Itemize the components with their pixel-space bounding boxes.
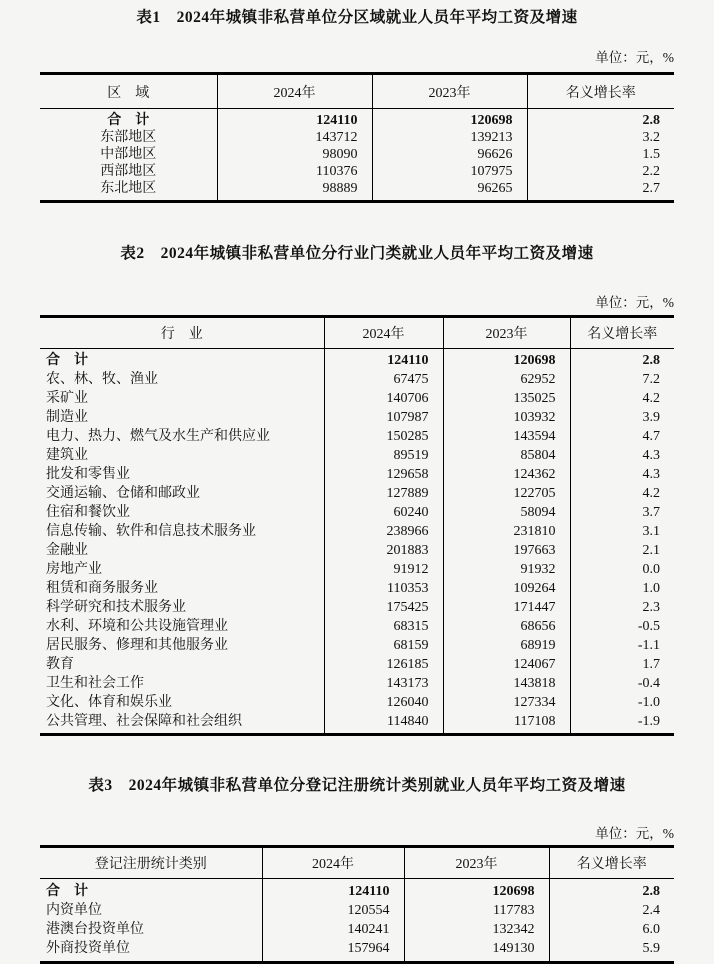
growth-rate-cell: 5.9 xyxy=(549,939,674,963)
row-label-cell: 港澳台投资单位 xyxy=(46,922,144,938)
growth-rate-cell: 4.7 xyxy=(570,427,674,446)
table-row xyxy=(40,901,674,920)
row-label-cell: 合 计 xyxy=(46,353,88,369)
growth-rate-cell: 2.4 xyxy=(549,901,674,920)
growth-rate-cell: 2.8 xyxy=(549,879,674,902)
value-2024-cell: 107987 xyxy=(324,408,443,427)
value-2023-cell: 117108 xyxy=(443,712,570,735)
table-row xyxy=(40,427,674,446)
table3-registration-wages xyxy=(40,845,674,964)
value-2024-cell: 150285 xyxy=(324,427,443,446)
table-row xyxy=(40,636,674,655)
growth-rate-cell: 2.2 xyxy=(527,163,674,180)
table-row xyxy=(40,109,674,130)
value-2024-cell: 68315 xyxy=(324,617,443,636)
growth-rate-cell: -1.0 xyxy=(570,693,674,712)
value-2024-cell: 175425 xyxy=(324,598,443,617)
value-2024-cell: 126185 xyxy=(324,655,443,674)
table-row xyxy=(40,712,674,735)
table-row xyxy=(40,879,674,902)
column-header: 登记注册统计类别 xyxy=(40,847,262,879)
value-2024-cell: 126040 xyxy=(324,693,443,712)
value-2024-cell: 89519 xyxy=(324,446,443,465)
value-2024-cell: 129658 xyxy=(324,465,443,484)
value-2023-cell: 135025 xyxy=(443,389,570,408)
value-2023-cell: 109264 xyxy=(443,579,570,598)
document-page xyxy=(40,0,674,964)
value-2023-cell: 62952 xyxy=(443,370,570,389)
column-header: 2024年 xyxy=(324,317,443,349)
table-row xyxy=(40,484,674,503)
table-row xyxy=(40,129,674,146)
growth-rate-cell: 1.7 xyxy=(570,655,674,674)
table1-title: 表1 2024年城镇非私营单位分区域就业人员年平均工资及增速 xyxy=(136,9,578,26)
table-row xyxy=(40,503,674,522)
value-2024-cell: 140706 xyxy=(324,389,443,408)
table2-title: 表2 2024年城镇非私营单位分行业门类就业人员年平均工资及增速 xyxy=(120,245,594,263)
value-2024-cell: 110353 xyxy=(324,579,443,598)
value-2023-cell: 197663 xyxy=(443,541,570,560)
row-label-cell: 金融业 xyxy=(46,543,88,559)
column-header: 行 业 xyxy=(40,317,324,349)
growth-rate-cell: 1.0 xyxy=(570,579,674,598)
row-label-cell: 信息传输、软件和信息技术服务业 xyxy=(46,524,256,540)
value-2024-cell: 143173 xyxy=(324,674,443,693)
value-2024-cell: 124110 xyxy=(324,349,443,371)
table-row xyxy=(40,370,674,389)
value-2023-cell: 96626 xyxy=(372,146,527,163)
table-row xyxy=(40,579,674,598)
table3-unit-label: 单位：元，% xyxy=(595,826,674,842)
growth-rate-cell: 7.2 xyxy=(570,370,674,389)
value-2023-cell: 124067 xyxy=(443,655,570,674)
table-row xyxy=(40,674,674,693)
table-row xyxy=(40,349,674,371)
growth-rate-cell: 4.2 xyxy=(570,389,674,408)
column-header: 区 域 xyxy=(40,74,217,109)
value-2023-cell: 132342 xyxy=(404,920,549,939)
value-2024-cell: 127889 xyxy=(324,484,443,503)
value-2023-cell: 117783 xyxy=(404,901,549,920)
row-label-cell: 合 计 xyxy=(46,884,88,900)
row-label-cell: 中部地区 xyxy=(100,147,157,163)
row-label-cell: 公共管理、社会保障和社会组织 xyxy=(46,714,242,730)
value-2023-cell: 68919 xyxy=(443,636,570,655)
row-label-cell: 建筑业 xyxy=(46,448,88,464)
column-header: 2024年 xyxy=(262,847,404,879)
value-2023-cell: 58094 xyxy=(443,503,570,522)
table-row xyxy=(40,408,674,427)
value-2024-cell: 91912 xyxy=(324,560,443,579)
table-row xyxy=(40,465,674,484)
value-2024-cell: 201883 xyxy=(324,541,443,560)
value-2023-cell: 143594 xyxy=(443,427,570,446)
header-row xyxy=(40,317,674,349)
value-2023-cell: 122705 xyxy=(443,484,570,503)
row-label-cell: 制造业 xyxy=(46,410,88,426)
value-2024-cell: 114840 xyxy=(324,712,443,735)
table-row xyxy=(40,598,674,617)
growth-rate-cell: 3.9 xyxy=(570,408,674,427)
column-header: 2024年 xyxy=(217,74,372,109)
header-row xyxy=(40,74,674,109)
value-2023-cell: 68656 xyxy=(443,617,570,636)
value-2024-cell: 67475 xyxy=(324,370,443,389)
value-2023-cell: 143818 xyxy=(443,674,570,693)
growth-rate-cell: 2.1 xyxy=(570,541,674,560)
growth-rate-cell: 6.0 xyxy=(549,920,674,939)
growth-rate-cell: 2.8 xyxy=(527,109,674,130)
table1-unit-label: 单位：元，% xyxy=(595,50,674,65)
growth-rate-cell: 1.5 xyxy=(527,146,674,163)
row-label-cell: 水利、环境和公共设施管理业 xyxy=(46,619,228,635)
value-2023-cell: 124362 xyxy=(443,465,570,484)
value-2024-cell: 60240 xyxy=(324,503,443,522)
table1-region-wages xyxy=(40,72,674,203)
growth-rate-cell: 4.3 xyxy=(570,446,674,465)
table-row xyxy=(40,541,674,560)
value-2024-cell: 157964 xyxy=(262,939,404,963)
row-label-cell: 电力、热力、燃气及水生产和供应业 xyxy=(46,429,270,445)
growth-rate-cell: -0.5 xyxy=(570,617,674,636)
table-row xyxy=(40,655,674,674)
value-2024-cell: 124110 xyxy=(262,879,404,902)
table-row xyxy=(40,446,674,465)
row-label-cell: 科学研究和技术服务业 xyxy=(46,600,186,616)
table-row xyxy=(40,146,674,163)
value-2024-cell: 140241 xyxy=(262,920,404,939)
value-2023-cell: 120698 xyxy=(443,349,570,371)
row-label-cell: 内资单位 xyxy=(46,903,102,919)
row-label-cell: 东北地区 xyxy=(100,181,157,197)
row-label-cell: 西部地区 xyxy=(100,164,157,180)
table-row xyxy=(40,617,674,636)
value-2023-cell: 91932 xyxy=(443,560,570,579)
value-2024-cell: 143712 xyxy=(217,129,372,146)
growth-rate-cell: -1.9 xyxy=(570,712,674,735)
growth-rate-cell: 3.1 xyxy=(570,522,674,541)
row-label-cell: 东部地区 xyxy=(100,130,157,146)
value-2023-cell: 96265 xyxy=(372,180,527,202)
table2-unit-label: 单位：元，% xyxy=(595,295,674,311)
value-2023-cell: 107975 xyxy=(372,163,527,180)
row-label-cell: 批发和零售业 xyxy=(46,467,130,483)
value-2024-cell: 238966 xyxy=(324,522,443,541)
value-2024-cell: 124110 xyxy=(217,109,372,130)
row-label-cell: 农、林、牧、渔业 xyxy=(46,372,158,388)
header-row xyxy=(40,847,674,879)
value-2024-cell: 98889 xyxy=(217,180,372,202)
growth-rate-cell: 3.7 xyxy=(570,503,674,522)
row-label-cell: 外商投资单位 xyxy=(46,941,130,957)
growth-rate-cell: 2.8 xyxy=(570,349,674,371)
value-2023-cell: 149130 xyxy=(404,939,549,963)
row-label-cell: 合 计 xyxy=(107,113,150,128)
growth-rate-cell: 2.7 xyxy=(527,180,674,202)
row-label-cell: 房地产业 xyxy=(46,562,102,578)
growth-rate-cell: -1.1 xyxy=(570,636,674,655)
value-2023-cell: 139213 xyxy=(372,129,527,146)
value-2023-cell: 85804 xyxy=(443,446,570,465)
table-row xyxy=(40,693,674,712)
table-row xyxy=(40,920,674,939)
growth-rate-cell: 4.2 xyxy=(570,484,674,503)
growth-rate-cell: 4.3 xyxy=(570,465,674,484)
table-row xyxy=(40,522,674,541)
value-2024-cell: 98090 xyxy=(217,146,372,163)
value-2024-cell: 110376 xyxy=(217,163,372,180)
value-2023-cell: 120698 xyxy=(372,109,527,130)
value-2024-cell: 68159 xyxy=(324,636,443,655)
value-2023-cell: 120698 xyxy=(404,879,549,902)
row-label-cell: 租赁和商务服务业 xyxy=(46,581,158,597)
row-label-cell: 交通运输、仓储和邮政业 xyxy=(46,486,200,502)
table3-title: 表3 2024年城镇非私营单位分登记注册统计类别就业人员年平均工资及增速 xyxy=(88,777,626,795)
table-row xyxy=(40,180,674,202)
column-header: 2023年 xyxy=(372,74,527,109)
table-row xyxy=(40,560,674,579)
row-label-cell: 居民服务、修理和其他服务业 xyxy=(46,638,228,654)
row-label-cell: 文化、体育和娱乐业 xyxy=(46,695,172,711)
growth-rate-cell: -0.4 xyxy=(570,674,674,693)
table-row xyxy=(40,939,674,963)
row-label-cell: 卫生和社会工作 xyxy=(46,676,144,692)
value-2023-cell: 171447 xyxy=(443,598,570,617)
row-label-cell: 采矿业 xyxy=(46,391,88,407)
table-row xyxy=(40,163,674,180)
value-2023-cell: 231810 xyxy=(443,522,570,541)
row-label-cell: 住宿和餐饮业 xyxy=(46,505,130,521)
column-header: 2023年 xyxy=(404,847,549,879)
growth-rate-cell: 3.2 xyxy=(527,129,674,146)
table-row xyxy=(40,389,674,408)
value-2023-cell: 103932 xyxy=(443,408,570,427)
row-label-cell: 教育 xyxy=(46,657,74,673)
table2-industry-wages xyxy=(40,315,674,736)
column-header: 名义增长率 xyxy=(570,317,674,349)
growth-rate-cell: 0.0 xyxy=(570,560,674,579)
value-2024-cell: 120554 xyxy=(262,901,404,920)
growth-rate-cell: 2.3 xyxy=(570,598,674,617)
column-header: 2023年 xyxy=(443,317,570,349)
column-header: 名义增长率 xyxy=(527,74,674,109)
value-2023-cell: 127334 xyxy=(443,693,570,712)
column-header: 名义增长率 xyxy=(549,847,674,879)
